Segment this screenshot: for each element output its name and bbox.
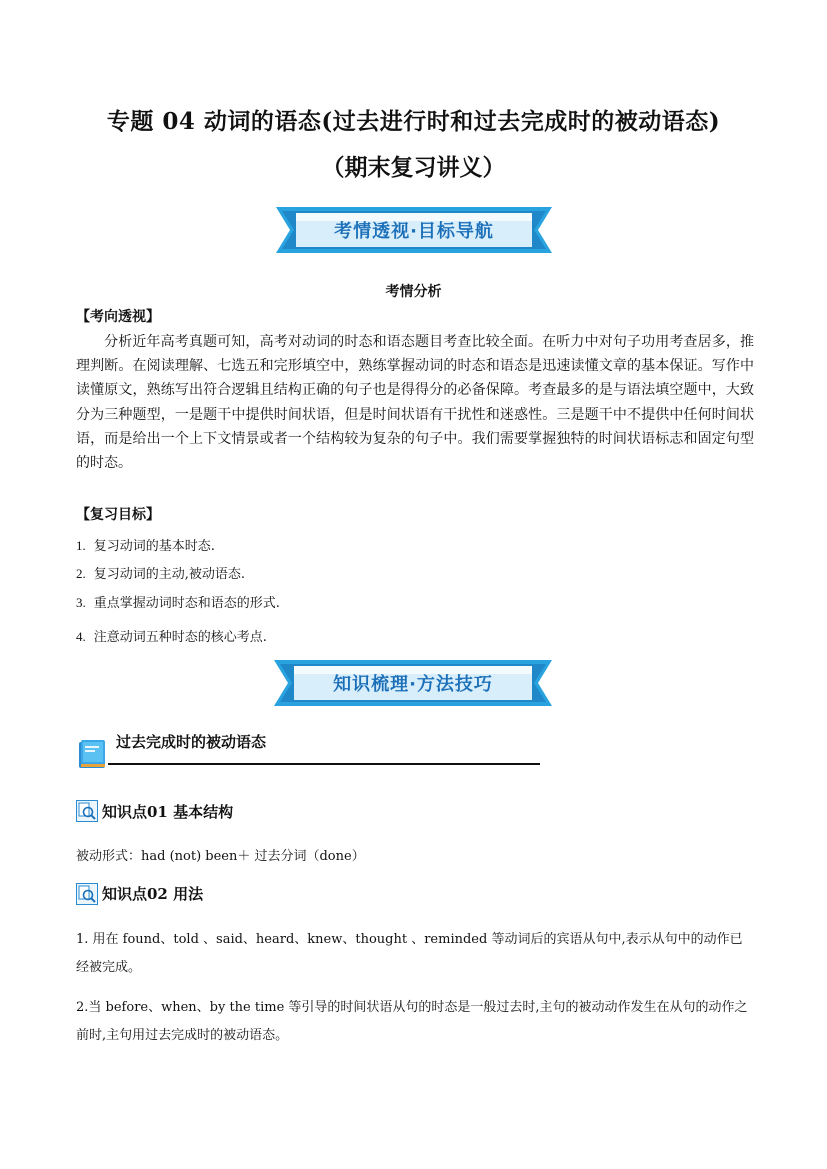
goal-item: 4. 注意动词五种时态的核心考点. <box>76 629 267 645</box>
analysis-paragraph-text: 分析近年高考真题可知，高考对动词的时态和语态题目考查比较全面。在听力中对句子功用考查居多，推理判断。在阅读理解、七选五和完形填空中，熟练掌握动词的时态和语态是迅速读懂文章的基本保证。写作中读懂原文，熟练写出符合逻辑且结构正确的句子也是得得分的必备保障。考查最多的是与语法填空题中，大致分为三种题型，一是题干中提供时间状语，但是时间状语有干扰性和迷惑性。三是题干中不提供中任何时间状语，而是给出一个上下文情景或者一个结构较为复杂的句子中。我们需要掌握独特的时间状语标志和固定句型的时态。 <box>76 334 754 472</box>
goal-item: 3. 重点掌握动词时态和语态的形式. <box>76 595 280 611</box>
banner-exam-overview <box>276 207 552 253</box>
review-goals-label: 【复习目标】 <box>76 507 160 523</box>
goal-item: 2. 复习动词的主动,被动语态. <box>76 566 246 582</box>
section-title: 过去完成时的被动语态 <box>116 733 267 751</box>
knowledge-point-1-title: 知识点01 基本结构 <box>102 803 234 821</box>
section-divider <box>108 763 540 765</box>
analysis-paragraph <box>76 330 754 475</box>
magnifier-icon <box>76 800 98 822</box>
page-title: 专题 04 动词的语态(过去进行时和过去完成时的被动语态) <box>106 108 721 135</box>
knowledge-point-2-title: 知识点02 用法 <box>102 885 204 903</box>
usage-item: 2.当 before、when、by the time 等引导的时间状语从句的时态是一般过去时,主句的被动动作发生在从句的动作之前时,主句用过去完成时的被动语态。 <box>76 1000 748 1043</box>
banner-label: 考情透视·目标导航 <box>334 221 494 242</box>
passive-form-text: 被动形式：had (not) been＋ 过去分词（done） <box>76 849 365 864</box>
book-icon <box>77 738 109 770</box>
analysis-heading: 考情分析 <box>385 284 442 300</box>
usage-item: 1. 用在 found、told 、said、heard、knew、thought 、reminded 等动词后的宾语从句中,表示从句中的动作已经被完成。 <box>76 932 743 975</box>
goal-item: 1. 复习动词的基本时态. <box>76 538 215 554</box>
exam-direction-label: 【考向透视】 <box>76 309 160 325</box>
banner-knowledge <box>274 660 552 706</box>
banner-label: 知识梳理·方法技巧 <box>333 674 493 695</box>
page-subtitle: （期末复习讲义） <box>321 154 506 181</box>
magnifier-icon <box>76 883 98 905</box>
